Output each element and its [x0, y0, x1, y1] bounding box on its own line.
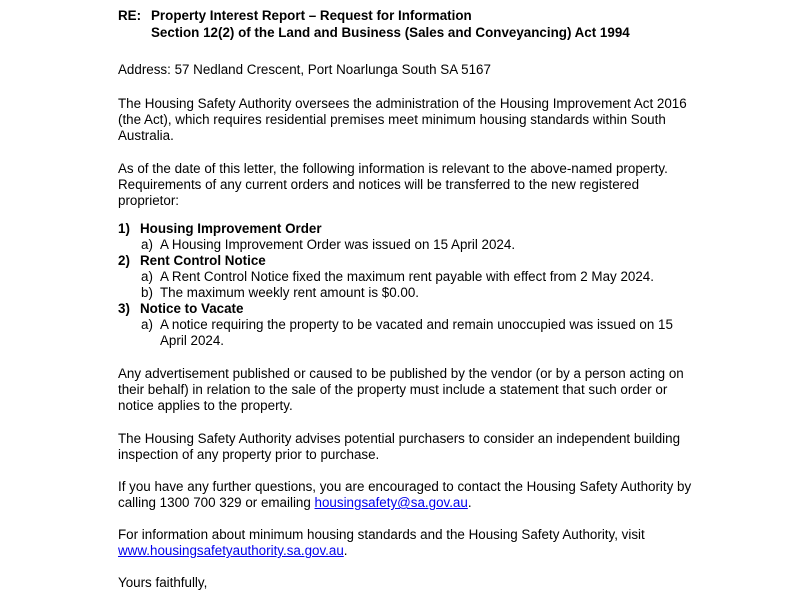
sub-item [141, 317, 691, 349]
list-item-title: Housing Improvement Order [140, 221, 322, 236]
list-item-number: 2) [118, 253, 130, 268]
sub-item-letter: a) [141, 317, 153, 332]
info-text: For information about minimum housing standards and the Housing Safety Authority, visit [118, 527, 645, 542]
sub-item-text: The maximum weekly rent amount is $0.00. [160, 285, 419, 300]
list-item-housing-improvement-order [118, 221, 322, 237]
sub-item-text: A Housing Improvement Order was issued on 15 April 2024. [160, 237, 516, 252]
sub-item-letter: a) [141, 269, 153, 284]
info-after: . [343, 543, 348, 558]
sub-item [141, 285, 691, 301]
sub-item-letter: b) [141, 285, 153, 300]
website-link[interactable]: www.housingsafetyauthority.sa.gov.au [118, 543, 344, 558]
info-paragraph [118, 527, 693, 559]
contact-after: . [467, 495, 472, 510]
intro-paragraph: The Housing Safety Authority oversees the administration of the Housing Improvement Act 2016 (the Act), which requires residential premises meet minimum housing standards within South Australia. [118, 96, 687, 143]
list-item-number: 3) [118, 301, 130, 316]
address-line: Address: 57 Nedland Crescent, Port Noarlunga South SA 5167 [118, 62, 491, 77]
advertisement-paragraph: Any advertisement published or caused to be published by the vendor (or by a person acting on their behalf) in relation to the sale of the property must include a statement that such order or notice applies to the property. [118, 366, 684, 413]
as-of-paragraph: As of the date of this letter, the following information is relevant to the above-named property. Requirements of any current orders and notices will be transferred to the new registered proprietor: [118, 161, 668, 208]
list-item-notice-to-vacate [118, 301, 243, 317]
list-item-title: Notice to Vacate [140, 301, 244, 316]
list-item-rent-control-notice [118, 253, 266, 269]
sub-item [141, 269, 691, 285]
subject-label: RE: [118, 8, 142, 23]
closing-salutation: Yours faithfully, [118, 575, 208, 590]
subject-line-2: Section 12(2) of the Land and Business (Sales and Conveyancing) Act 1994 [151, 25, 630, 40]
email-link[interactable]: housingsafety@sa.gov.au [314, 495, 468, 510]
contact-paragraph [118, 479, 693, 511]
sub-item [141, 237, 691, 253]
list-item-number: 1) [118, 221, 130, 236]
inspection-paragraph: The Housing Safety Authority advises potential purchasers to consider an independent building inspection of any property prior to purchase. [118, 431, 681, 462]
sub-item-text: A Rent Control Notice fixed the maximum rent payable with effect from 2 May 2024. [160, 269, 654, 284]
sub-item-text: A notice requiring the property to be vacated and remain unoccupied was issued on 15 April 2024. [160, 317, 673, 348]
list-item-title: Rent Control Notice [140, 253, 266, 268]
sub-item-letter: a) [141, 237, 153, 252]
contact-text: If you have any further questions, you are encouraged to contact the Housing Safety Authority by calling 1300 700 329 or emailing [118, 479, 692, 510]
subject-line-1: Property Interest Report – Request for Information [151, 8, 472, 23]
